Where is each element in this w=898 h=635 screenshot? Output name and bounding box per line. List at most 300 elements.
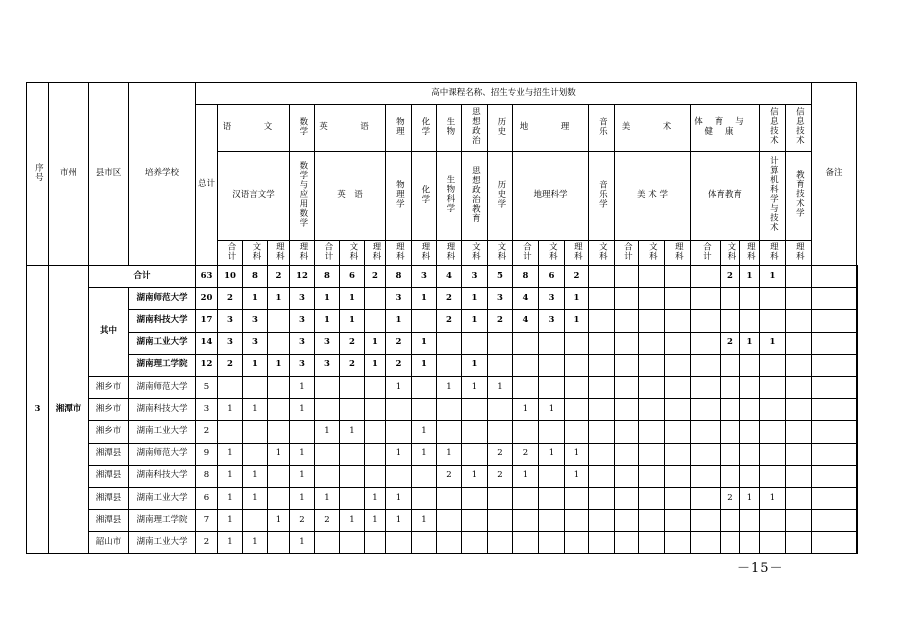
row-value	[639, 354, 665, 376]
row-value-text: 1	[395, 448, 402, 459]
table-row	[27, 354, 858, 376]
col-header-remark-text: 备注	[825, 168, 843, 179]
row-value	[812, 399, 857, 421]
row-school	[129, 310, 196, 332]
row-value	[218, 399, 243, 421]
row-value	[740, 532, 760, 554]
sub-header-heji-text: 合计	[521, 241, 532, 261]
row-value-text: 1	[252, 492, 258, 503]
course-header-8	[513, 105, 589, 152]
row-value-text: 3	[299, 359, 305, 370]
row-value-text: 1	[227, 514, 233, 525]
row-school	[129, 288, 196, 310]
row-value	[565, 266, 589, 288]
row-school-text: 湖南师范大学	[136, 448, 188, 459]
row-value	[786, 510, 812, 532]
row-value-text: 2	[395, 337, 402, 348]
row-value	[513, 421, 539, 443]
row-value	[760, 465, 786, 487]
row-value	[615, 443, 639, 465]
row-value	[721, 376, 740, 398]
major-header-1	[290, 152, 315, 241]
row-value	[691, 399, 721, 421]
row-value	[290, 354, 315, 376]
sub-header-like	[565, 241, 589, 266]
row-remark	[857, 354, 858, 376]
sub-header-like-text: 理科	[673, 241, 684, 261]
table-row	[27, 399, 858, 421]
course-header-7	[488, 105, 513, 152]
row-value	[315, 421, 340, 443]
sub-header-like	[760, 241, 786, 266]
row-county-text: 湘乡市	[95, 403, 122, 414]
row-value	[565, 310, 589, 332]
row-value-text: 1	[299, 448, 305, 459]
row-value	[812, 487, 857, 509]
row-value	[462, 421, 488, 443]
row-value-text: 8	[522, 270, 529, 281]
table-row	[27, 487, 858, 509]
row-value-text: 2	[349, 337, 355, 348]
col-header-school-text: 培养学校	[144, 168, 179, 179]
row-value-text: 17	[200, 315, 213, 326]
row-value	[196, 332, 218, 354]
row-value	[437, 399, 462, 421]
row-value-text: 1	[573, 292, 580, 303]
row-value-text: 2	[227, 292, 233, 303]
row-value	[665, 288, 691, 310]
row-value-text: 2	[497, 315, 503, 326]
row-value	[589, 443, 615, 465]
row-value	[340, 510, 365, 532]
row-value-text: 2	[497, 470, 503, 481]
row-value	[196, 310, 218, 332]
row-value	[290, 443, 315, 465]
row-value	[386, 376, 412, 398]
row-value-text: 1	[299, 470, 305, 481]
row-value-text: 2	[227, 359, 233, 370]
row-value	[639, 399, 665, 421]
sub-header-like-text: 理科	[419, 241, 430, 261]
row-value	[315, 399, 340, 421]
row-value	[786, 266, 812, 288]
row-value-text: 5	[497, 270, 503, 281]
row-value-text: 8	[395, 270, 402, 281]
row-value-text: 2	[522, 448, 529, 459]
row-value	[786, 354, 812, 376]
row-remark	[857, 421, 858, 443]
row-value	[539, 288, 565, 310]
row-remark	[857, 288, 858, 310]
row-value	[365, 376, 386, 398]
row-remark	[857, 510, 858, 532]
row-value	[243, 266, 268, 288]
row-value-text: 4	[522, 315, 529, 326]
row-value	[462, 376, 488, 398]
row-value	[268, 510, 290, 532]
row-value	[340, 354, 365, 376]
row-value	[740, 332, 760, 354]
course-header-1	[290, 105, 315, 152]
row-county-text: 湘乡市	[95, 381, 122, 392]
row-value-text: 1	[573, 315, 580, 326]
row-value	[365, 532, 386, 554]
row-value-text: 6	[548, 270, 555, 281]
row-value	[218, 421, 243, 443]
row-value	[365, 465, 386, 487]
row-value	[386, 266, 412, 288]
row-value	[290, 310, 315, 332]
row-value	[639, 443, 665, 465]
row-value	[786, 399, 812, 421]
row-value	[786, 532, 812, 554]
major-header-2-text: 英 语	[337, 190, 363, 201]
row-value	[462, 443, 488, 465]
row-value	[665, 266, 691, 288]
major-header-8-text: 地理科学	[533, 190, 568, 201]
row-value	[268, 487, 290, 509]
row-value-text: 1	[324, 426, 330, 437]
row-qizhong-text: 其中	[99, 326, 117, 337]
major-header-3	[386, 152, 412, 241]
row-value	[386, 288, 412, 310]
row-value	[412, 443, 437, 465]
row-value	[760, 310, 786, 332]
row-value	[760, 399, 786, 421]
row-value	[565, 354, 589, 376]
sub-header-wenke	[462, 241, 488, 266]
sub-header-heji	[218, 241, 243, 266]
row-remark	[857, 376, 858, 398]
sub-header-like-text: 理科	[768, 241, 779, 261]
row-value	[196, 399, 218, 421]
row-value	[315, 354, 340, 376]
row-value-text: 1	[324, 492, 330, 503]
course-header-11	[691, 105, 760, 152]
row-value-text: 2	[395, 359, 402, 370]
row-value-text: 63	[200, 270, 213, 281]
row-value	[639, 510, 665, 532]
row-value-text: 10	[224, 270, 236, 281]
row-value	[365, 288, 386, 310]
row-value-text: 12	[200, 359, 213, 370]
col-header-school	[129, 83, 196, 266]
row-county-text: 湘乡市	[95, 426, 122, 437]
row-value	[290, 532, 315, 554]
row-value	[386, 310, 412, 332]
course-header-1-text: 数学	[297, 116, 308, 136]
row-value-text: 1	[275, 514, 282, 525]
row-value	[639, 532, 665, 554]
row-value-text: 3	[299, 337, 305, 348]
row-value-text: 1	[769, 270, 776, 281]
row-value	[412, 376, 437, 398]
row-value	[812, 443, 857, 465]
row-value	[462, 487, 488, 509]
row-value	[462, 532, 488, 554]
row-value	[786, 421, 812, 443]
course-header-9	[589, 105, 615, 152]
row-value-text: 2	[727, 337, 733, 348]
row-value	[196, 421, 218, 443]
row-value	[665, 443, 691, 465]
row-value-text: 1	[275, 359, 282, 370]
course-header-13-text: 信息技术	[794, 107, 805, 146]
col-header-county-text: 县市区	[95, 168, 122, 179]
row-value	[268, 332, 290, 354]
major-header-10-text: 美 术 学	[637, 190, 668, 201]
row-remark	[857, 465, 858, 487]
row-school-text: 湖南工业大学	[136, 492, 188, 503]
row-value	[218, 288, 243, 310]
major-header-11	[691, 152, 760, 241]
row-county	[89, 421, 129, 443]
row-value	[386, 399, 412, 421]
row-value-text: 2	[203, 426, 210, 437]
row-value	[218, 510, 243, 532]
row-value	[243, 510, 268, 532]
col-header-city	[49, 83, 89, 266]
row-school	[129, 443, 196, 465]
row-value-text: 2	[446, 470, 452, 481]
row-value	[340, 421, 365, 443]
row-value	[218, 376, 243, 398]
course-header-3	[386, 105, 412, 152]
row-value	[721, 532, 740, 554]
col-header-courses-group-text: 高中课程名称、招生专业与招生计划数	[431, 87, 576, 98]
row-value-text: 3	[299, 292, 305, 303]
row-value	[740, 443, 760, 465]
row-value-text: 1	[349, 292, 355, 303]
course-header-2	[315, 105, 386, 152]
row-value	[760, 354, 786, 376]
sub-header-like-text: 理科	[794, 241, 805, 261]
row-value-text: 1	[372, 492, 378, 503]
row-value	[565, 465, 589, 487]
row-value	[315, 266, 340, 288]
row-value	[315, 487, 340, 509]
row-value	[488, 443, 513, 465]
row-value	[812, 510, 857, 532]
row-value	[589, 332, 615, 354]
row-school	[129, 421, 196, 443]
row-value	[268, 399, 290, 421]
row-value	[488, 332, 513, 354]
row-value	[721, 510, 740, 532]
sub-header-like	[290, 241, 315, 266]
row-seq	[27, 266, 49, 554]
row-value	[760, 332, 786, 354]
row-value	[315, 332, 340, 354]
course-header-6-text: 思想政治	[470, 107, 481, 146]
row-value	[615, 465, 639, 487]
row-value	[565, 332, 589, 354]
row-value-text: 1	[746, 337, 753, 348]
row-value	[243, 443, 268, 465]
row-value-text: 1	[548, 403, 555, 414]
row-value	[589, 266, 615, 288]
row-value-text: 2	[446, 292, 452, 303]
row-value	[615, 332, 639, 354]
row-value	[290, 465, 315, 487]
row-value	[740, 487, 760, 509]
row-value	[243, 465, 268, 487]
row-value	[565, 399, 589, 421]
course-header-3-text: 物理	[394, 116, 405, 136]
row-value	[665, 376, 691, 398]
row-value	[243, 399, 268, 421]
row-value	[268, 354, 290, 376]
row-value	[721, 399, 740, 421]
sub-header-heji-text: 合计	[225, 241, 236, 261]
row-value	[691, 443, 721, 465]
major-header-9	[589, 152, 615, 241]
sub-header-like	[386, 241, 412, 266]
row-school	[129, 487, 196, 509]
row-value	[565, 421, 589, 443]
row-school-text: 湖南工业大学	[136, 536, 188, 547]
row-value	[290, 376, 315, 398]
major-header-5-text: 生物科学	[444, 175, 455, 214]
enrollment-plan-table	[26, 82, 858, 554]
table-row	[27, 332, 858, 354]
sub-header-like-text: 理科	[745, 241, 756, 261]
row-value	[615, 354, 639, 376]
row-school	[89, 266, 196, 288]
row-value-text: 1	[522, 470, 529, 481]
row-seq-text: 3	[34, 403, 41, 414]
row-value-text: 1	[421, 514, 427, 525]
row-value	[488, 510, 513, 532]
row-value-text: 1	[471, 381, 478, 392]
row-value-text: 1	[573, 470, 580, 481]
row-value	[196, 266, 218, 288]
row-value	[268, 443, 290, 465]
row-value	[412, 266, 437, 288]
row-value	[786, 465, 812, 487]
major-header-11-text: 体育教育	[707, 190, 742, 201]
col-header-city-text: 市州	[59, 168, 77, 179]
course-header-11-text: 体育与健康	[694, 117, 756, 137]
row-value-text: 1	[769, 337, 776, 348]
row-value	[268, 465, 290, 487]
row-value	[513, 510, 539, 532]
sub-header-like	[412, 241, 437, 266]
row-value	[740, 310, 760, 332]
row-value-text: 1	[324, 292, 330, 303]
row-value	[615, 399, 639, 421]
row-value	[513, 310, 539, 332]
row-value	[196, 510, 218, 532]
sub-header-wenke-text: 文科	[547, 241, 558, 261]
row-value	[365, 399, 386, 421]
sub-header-heji	[615, 241, 639, 266]
row-value	[665, 510, 691, 532]
row-value	[315, 376, 340, 398]
sub-header-wenke-text: 文科	[470, 241, 481, 261]
sub-header-wenke	[340, 241, 365, 266]
row-value	[196, 532, 218, 554]
row-value	[812, 354, 857, 376]
row-value	[437, 421, 462, 443]
row-value-text: 1	[372, 359, 378, 370]
row-school-text: 湖南理工学院	[136, 359, 188, 370]
row-value-text: 1	[227, 448, 233, 459]
row-value-text: 1	[252, 470, 258, 481]
row-value-text: 3	[252, 337, 258, 348]
sub-header-like-text: 理科	[370, 241, 381, 261]
row-value-text: 1	[471, 292, 478, 303]
row-value	[539, 487, 565, 509]
course-header-8-text: 地 理	[519, 122, 582, 133]
row-school	[129, 510, 196, 532]
row-value-text: 1	[372, 337, 378, 348]
row-value	[740, 421, 760, 443]
row-value	[488, 421, 513, 443]
row-value	[290, 487, 315, 509]
major-header-5	[437, 152, 462, 241]
row-remark	[857, 399, 858, 421]
row-value	[615, 288, 639, 310]
row-value-text: 3	[471, 270, 478, 281]
row-value	[665, 487, 691, 509]
row-value-text: 1	[372, 514, 378, 525]
row-value	[513, 399, 539, 421]
row-value	[513, 487, 539, 509]
row-value	[589, 421, 615, 443]
major-header-10	[615, 152, 691, 241]
col-header-total-text: 总计	[197, 179, 215, 190]
row-value	[290, 421, 315, 443]
row-value	[290, 288, 315, 310]
row-value	[539, 332, 565, 354]
row-value	[691, 354, 721, 376]
col-header-seq-text: 序号	[33, 162, 44, 182]
row-value	[691, 510, 721, 532]
row-value-text: 1	[421, 359, 427, 370]
course-header-0	[218, 105, 290, 152]
course-header-7-text: 历史	[495, 116, 506, 136]
row-value	[786, 376, 812, 398]
row-value	[437, 532, 462, 554]
row-value	[513, 532, 539, 554]
row-value-text: 1	[252, 359, 258, 370]
row-value	[539, 354, 565, 376]
sub-header-heji-text: 合计	[622, 241, 633, 261]
row-value	[615, 487, 639, 509]
row-value-text: 2	[497, 448, 503, 459]
row-value	[760, 421, 786, 443]
row-value-text: 3	[421, 270, 427, 281]
row-value	[539, 465, 565, 487]
col-header-county	[89, 83, 129, 266]
row-value	[760, 266, 786, 288]
col-header-remark	[812, 83, 857, 266]
row-value	[513, 266, 539, 288]
row-value	[243, 421, 268, 443]
row-value	[513, 332, 539, 354]
row-value	[412, 532, 437, 554]
row-value	[340, 487, 365, 509]
row-value	[760, 532, 786, 554]
row-value	[565, 443, 589, 465]
row-value	[412, 465, 437, 487]
row-value-text: 1	[421, 292, 427, 303]
major-header-0	[218, 152, 290, 241]
sub-header-wenke-text: 文科	[495, 241, 506, 261]
row-school	[129, 532, 196, 554]
sub-header-like	[740, 241, 760, 266]
